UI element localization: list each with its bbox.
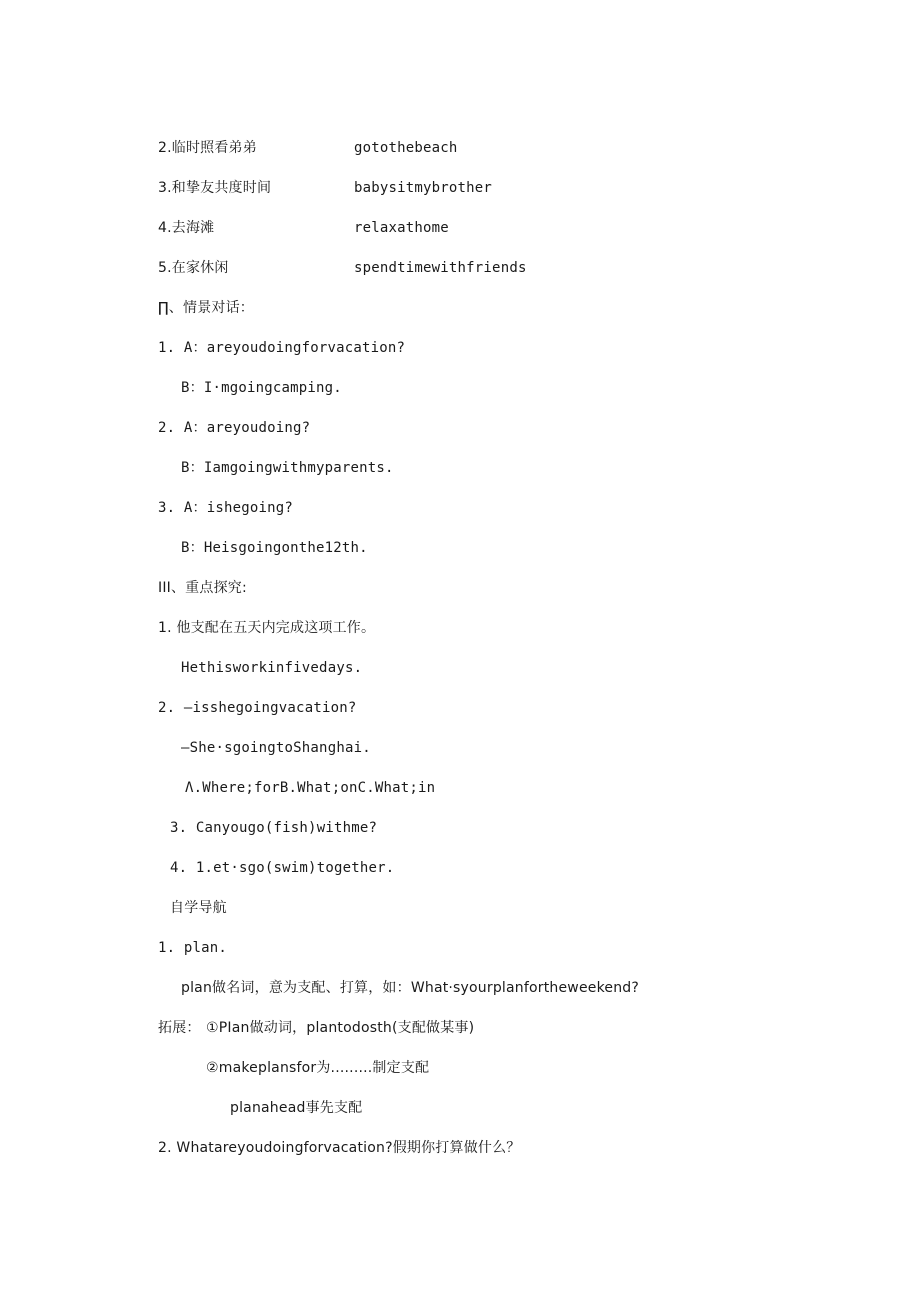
- match-zh-4: 4.去海滩: [158, 220, 215, 236]
- extension-2: ②makeplansfor为.........制定支配: [206, 1060, 430, 1076]
- section2-heading: ∏、情景对话：: [158, 300, 254, 316]
- dialog-2-a: 2. A：areyoudoing?: [158, 420, 311, 436]
- extension-label: 拓展：: [158, 1020, 201, 1036]
- extension-1: ①PIan做动词，plantodosth(支配做某事): [206, 1020, 475, 1036]
- guide-item-1-note: plan做名词，意为支配、打算，如：What·syourplanfortheweekend?: [181, 980, 639, 996]
- q2-answer: —She·sgoingtoShanghai.: [181, 740, 371, 756]
- section3-heading: III、重点探究:: [158, 580, 247, 596]
- q2-question: 2. —isshegoingvacation?: [158, 700, 357, 716]
- match-en-4: relaxathome: [354, 220, 449, 236]
- q4: 4. 1.et·sgo(swim)together.: [170, 860, 395, 876]
- q1-answer: Hethisworkinfivedays.: [181, 660, 363, 676]
- dialog-1-a: 1. A：areyoudoingforvacation?: [158, 340, 406, 356]
- q1-question: 1. 他支配在五天内完成这项工作。: [158, 620, 376, 636]
- dialog-2-b: B：Iamgoingwithmyparents.: [181, 460, 394, 476]
- dialog-3-b: B：Heisgoingonthe12th.: [181, 540, 368, 556]
- match-zh-5: 5.在家休闲: [158, 260, 229, 276]
- dialog-3-a: 3. A：ishegoing?: [158, 500, 294, 516]
- guide-item-2: 2. Whatareyoudoingforvacation?假期你打算做什么？: [158, 1140, 521, 1156]
- match-zh-3: 3.和挚友共度时间: [158, 180, 272, 196]
- guide-heading: 自学导航: [170, 900, 227, 916]
- q3: 3. Canyougo(fish)withme?: [170, 820, 378, 836]
- match-en-2: gotothebeach: [354, 140, 458, 156]
- guide-item-1: 1. plan.: [158, 940, 228, 956]
- match-en-5: spendtimewithfriends: [354, 260, 527, 276]
- q2-options: Λ.Where;forB.What;onC.What;in: [185, 780, 436, 796]
- extension-3: planahead事先支配: [230, 1100, 363, 1116]
- dialog-1-b: B：I·mgoingcamping.: [181, 380, 342, 396]
- match-zh-2: 2.临时照看弟弟: [158, 140, 257, 156]
- match-en-3: babysitmybrother: [354, 180, 493, 196]
